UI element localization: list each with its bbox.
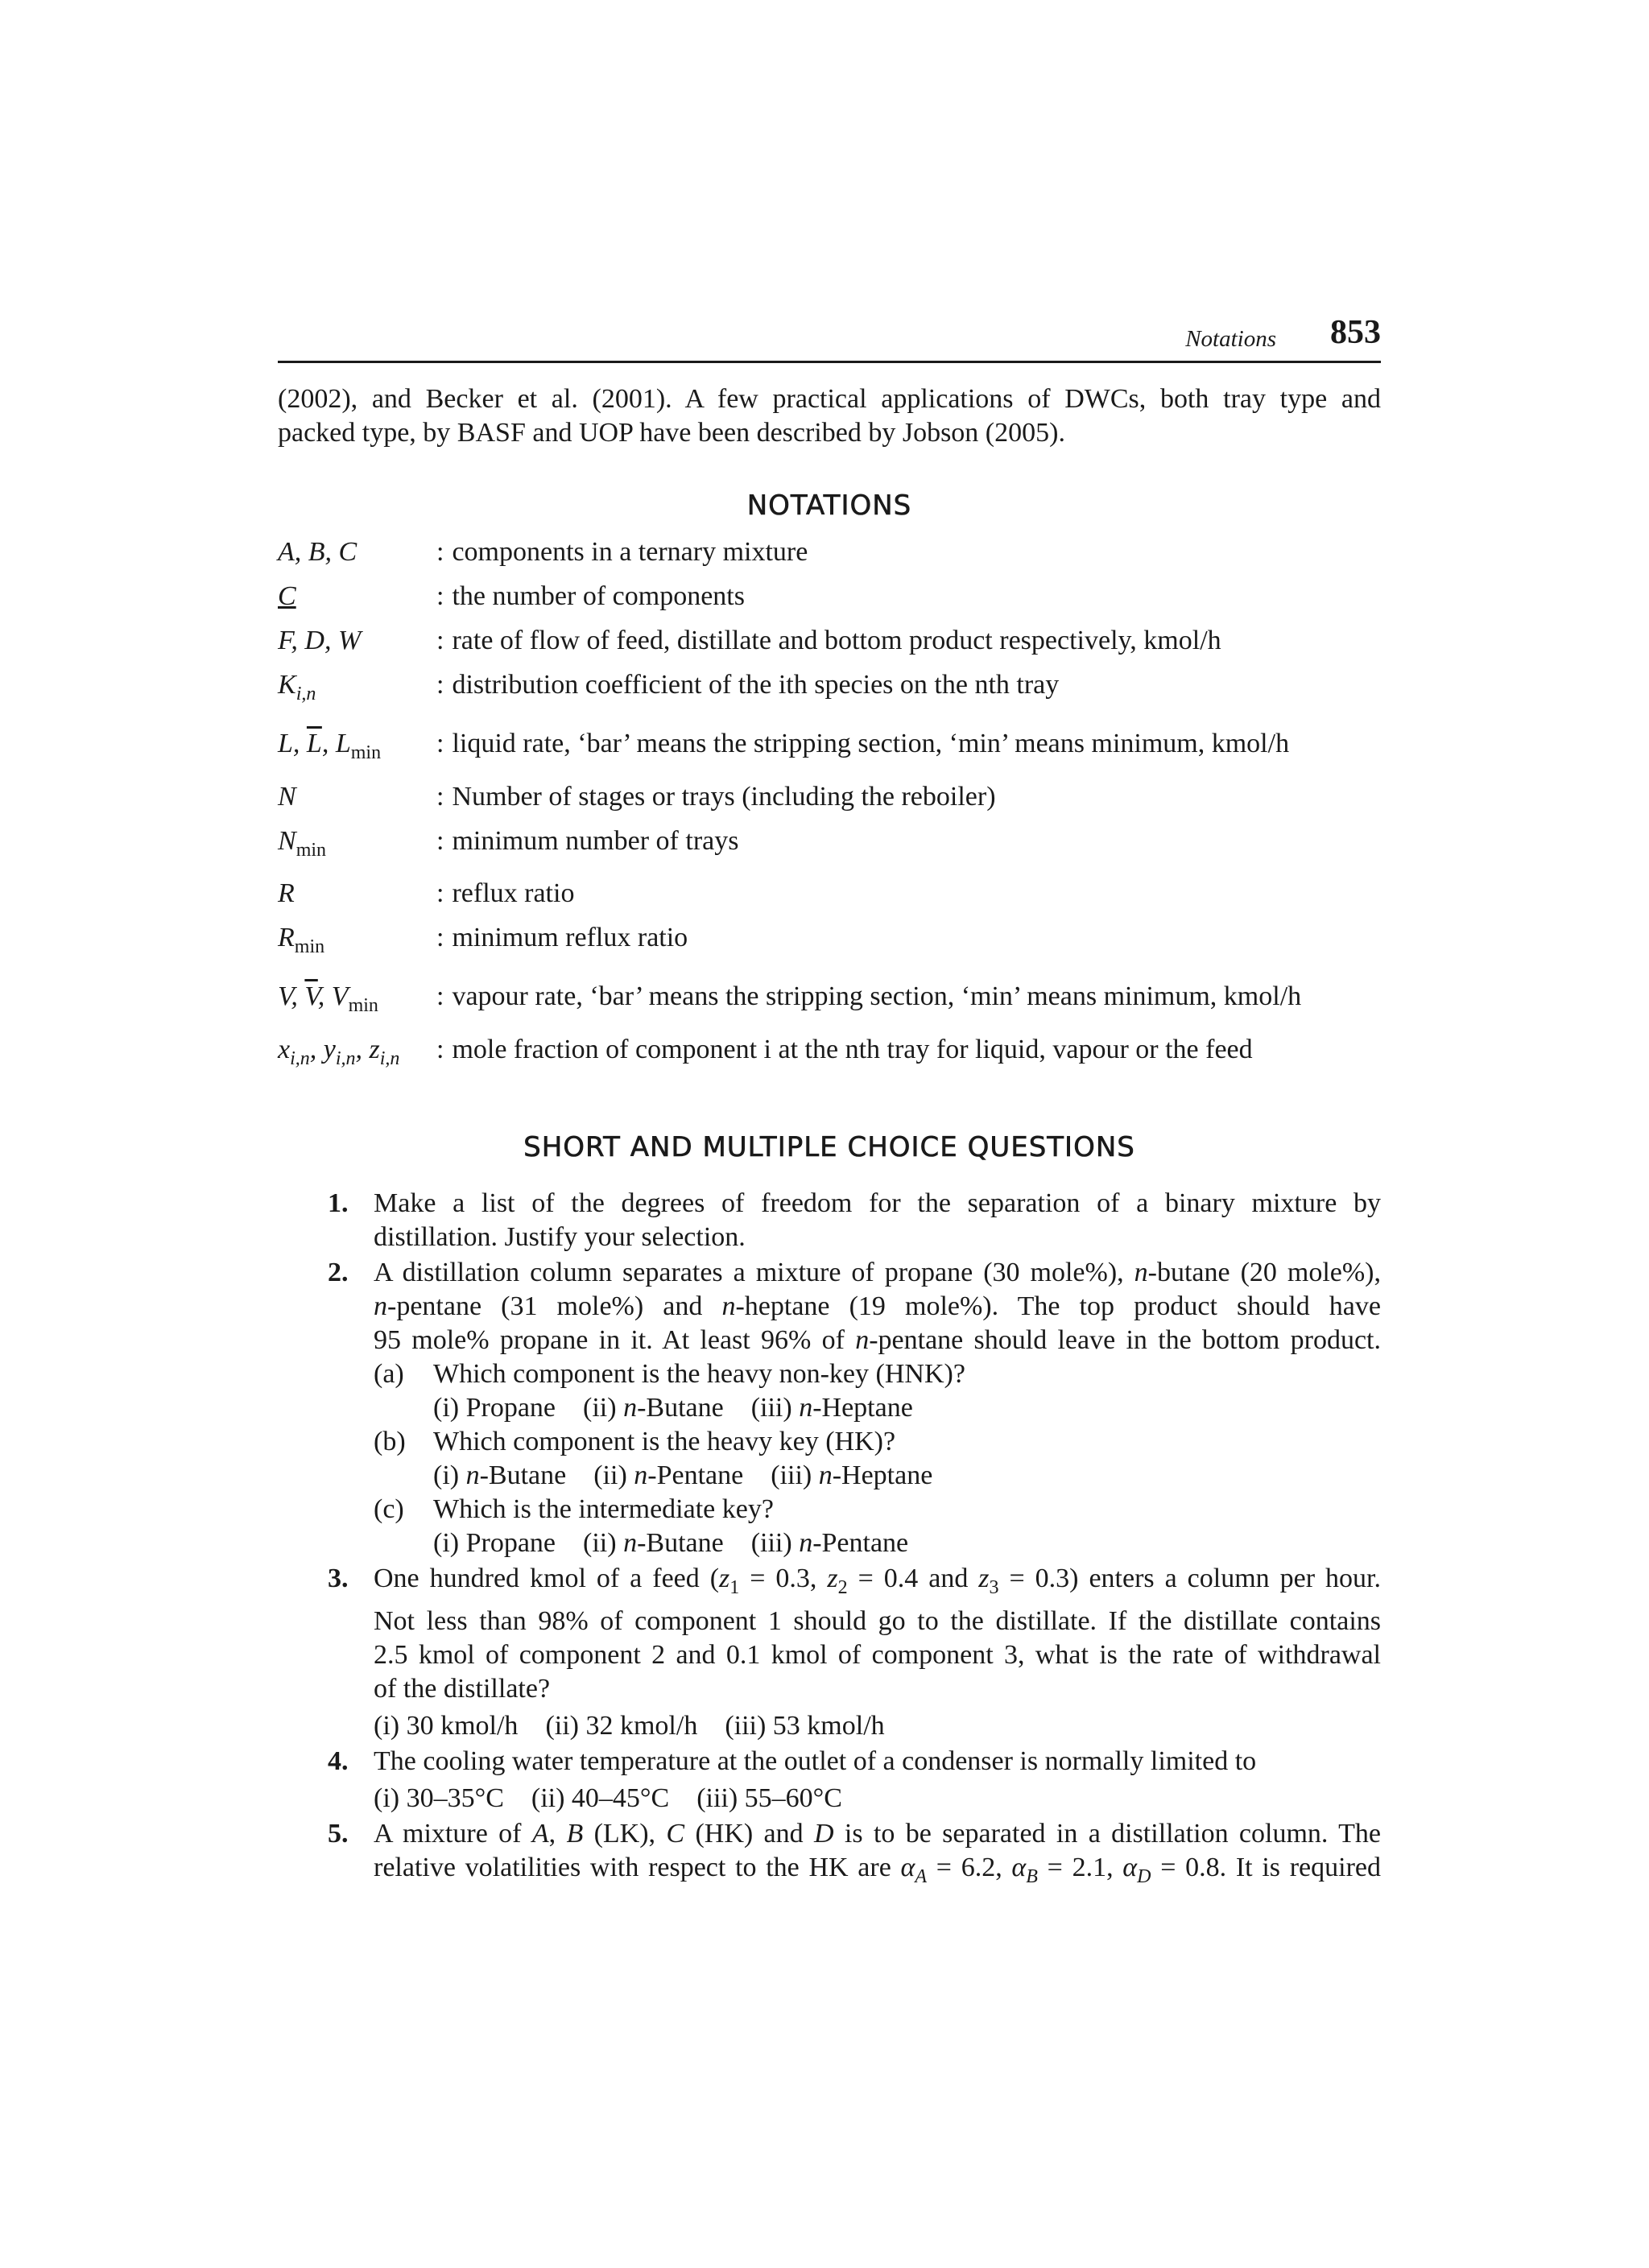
part-label: (b) bbox=[374, 1426, 406, 1456]
answer-options bbox=[374, 1459, 1381, 1493]
question-2-part-a bbox=[374, 1357, 1381, 1391]
question-3-text: One hundred kmol of a feed ($z_1 = 0.3$, $z_2 = 0.4$ and $z_3 = 0.3$) enters a column per hour. Not less than 98% of component 1 should go to the distillate. If the distillate contains 2.5 kmol of component 2 and 0.1 kmol of component 3, what is the rate of withdrawal of the distillate? bbox=[374, 1563, 1381, 1704]
answer-options bbox=[374, 1526, 1381, 1560]
part-label: (c) bbox=[374, 1493, 404, 1524]
notation-row: N : Number of stages or trays (including the reboiler) bbox=[278, 780, 1381, 814]
question-5-text: A mixture of A, B (LK), C (HK) and D is to be separated in a distillation column. The relative volatilities with respect to the HK are $\alpha_A = 6.2$, $\alpha_B = 2.1$, $\alpha_D = 0.8$. It is required bbox=[374, 1818, 1382, 1887]
running-header bbox=[278, 314, 1381, 363]
part-text: Which component is the heavy key (HK)? bbox=[433, 1426, 896, 1456]
notation-symbol: F, D, W bbox=[278, 626, 362, 655]
notation-description: rate of flow of feed, distillate and bottom product respectively, kmol/h bbox=[452, 626, 1221, 655]
option[interactable]: (iii) n-Heptane bbox=[771, 1460, 933, 1490]
option[interactable]: (iii) 55–60°C bbox=[696, 1783, 842, 1813]
option[interactable]: (i) Propane bbox=[433, 1392, 556, 1423]
intro-line-1: (2002), and Becker et al. (2001). A few practical applications of DWCs, both tray type and bbox=[278, 384, 1381, 414]
notation-symbol: V, $\overline{V}$, $V_{min}$ bbox=[278, 981, 378, 1016]
notation-symbol: L, $\overline{L}$, $L_{min}$ bbox=[278, 728, 382, 763]
part-label: (a) bbox=[374, 1358, 404, 1389]
notation-description: liquid rate, ‘bar’ means the stripping section, ‘min’ means minimum, kmol/h bbox=[452, 728, 1290, 758]
notation-description: reflux ratio bbox=[452, 878, 575, 909]
option[interactable]: (i) 30 kmol/h bbox=[374, 1710, 519, 1741]
running-header-section: Notations bbox=[1185, 326, 1276, 352]
notation-symbol: $x_{i,n}$, $y_{i,n}$, $z_{i,n}$ bbox=[278, 1034, 400, 1069]
question-4 bbox=[278, 1745, 1381, 1816]
page-number: 853 bbox=[1330, 314, 1381, 351]
answer-options bbox=[374, 1709, 1381, 1743]
notation-row: A, B, C : components in a ternary mixture bbox=[278, 535, 1381, 569]
notation-row: V, $\overline{V}$, $V_{min}$ : vapour rate, ‘bar’ means the stripping section, ‘min’ means minimum, kmol/h bbox=[278, 980, 1381, 1022]
option[interactable]: (iii) n-Pentane bbox=[750, 1527, 909, 1558]
question-number: 3. bbox=[328, 1563, 349, 1593]
notation-symbol: A, B, C bbox=[278, 537, 357, 567]
notation-description: mole fraction of component i at the nth tray for liquid, vapour or the feed bbox=[452, 1034, 1253, 1064]
notation-symbol: $N_{min}$ bbox=[278, 825, 327, 861]
notation-row: L, $\overline{L}$, $L_{min}$ : liquid rate, ‘bar’ means the stripping section, ‘min’ means minimum, kmol/h bbox=[278, 727, 1381, 770]
notation-description: the number of components bbox=[452, 581, 745, 611]
intro-paragraph bbox=[278, 382, 1381, 450]
notation-row: F, D, W : rate of flow of feed, distillate and bottom product respectively, kmol/h bbox=[278, 624, 1381, 658]
question-number: 1. bbox=[328, 1188, 349, 1218]
notation-description: Number of stages or trays (including the reboiler) bbox=[452, 781, 996, 812]
question-number: 2. bbox=[328, 1257, 349, 1287]
option[interactable]: (ii) n-Pentane bbox=[593, 1460, 744, 1490]
option[interactable]: (ii) n-Butane bbox=[583, 1392, 724, 1423]
answer-options bbox=[374, 1782, 1381, 1816]
option[interactable]: (i) 30–35°C bbox=[374, 1783, 504, 1813]
question-1 bbox=[278, 1187, 1381, 1254]
notation-symbol: $R_{min}$ bbox=[278, 923, 325, 958]
notation-row: $R_{min}$ : minimum reflux ratio bbox=[278, 921, 1381, 964]
notation-symbol: R bbox=[278, 878, 295, 909]
notation-symbol: $K_{i,n}$ bbox=[278, 670, 316, 704]
question-number: 4. bbox=[328, 1745, 349, 1776]
notation-description: vapour rate, ‘bar’ means the stripping section, ‘min’ means minimum, kmol/h bbox=[452, 981, 1302, 1012]
part-text: Which is the intermediate key? bbox=[433, 1493, 774, 1524]
question-4-text: The cooling water temperature at the outlet of a condenser is normally limited to bbox=[374, 1745, 1257, 1776]
question-2 bbox=[278, 1256, 1381, 1560]
part-text: Which component is the heavy non-key (HNK)? bbox=[433, 1358, 965, 1389]
option[interactable]: (i) n-Butane bbox=[433, 1460, 567, 1490]
notation-description: components in a ternary mixture bbox=[452, 537, 808, 567]
notation-row: $N_{min}$ : minimum number of trays bbox=[278, 824, 1381, 867]
notation-symbol: N bbox=[278, 781, 296, 812]
answer-options bbox=[374, 1391, 1381, 1425]
intro-line-2: packed type, by BASF and UOP have been described by Jobson (2005). bbox=[278, 418, 1065, 448]
question-2-part-c bbox=[374, 1493, 1381, 1526]
notation-row: R : reflux ratio bbox=[278, 877, 1381, 911]
question-number: 5. bbox=[328, 1818, 349, 1849]
notations-heading: NOTATIONS bbox=[746, 490, 912, 522]
notation-description: distribution coefficient of the ith species on the nth tray bbox=[452, 670, 1060, 700]
question-2-text: A distillation column separates a mixture of propane (30 mole%), n-butane (20 mole%), n-pentane (31 mole%) and n-heptane (19 mole%). The top product should have 95 mole% propane in it. At least 96% of n-pentane should leave in the bottom product. bbox=[374, 1257, 1382, 1355]
notation-row: C : the number of components bbox=[278, 580, 1381, 613]
notation-description: minimum number of trays bbox=[452, 825, 739, 856]
option[interactable]: (ii) 32 kmol/h bbox=[545, 1710, 698, 1741]
option[interactable]: (iii) n-Heptane bbox=[750, 1392, 913, 1423]
question-5 bbox=[278, 1817, 1381, 1894]
notations-list bbox=[278, 535, 1381, 1076]
question-1-line-1: Make a list of the degrees of freedom for the separation of a binary mixture by bbox=[374, 1188, 1381, 1218]
question-2-part-b bbox=[374, 1425, 1381, 1459]
option[interactable]: (ii) n-Butane bbox=[583, 1527, 724, 1558]
notation-description: minimum reflux ratio bbox=[452, 923, 688, 953]
notation-symbol: C bbox=[278, 581, 296, 611]
question-3 bbox=[278, 1562, 1381, 1743]
notation-row: $K_{i,n}$ : distribution coefficient of the ith species on the nth tray bbox=[278, 668, 1381, 711]
option[interactable]: (iii) 53 kmol/h bbox=[725, 1710, 885, 1741]
option[interactable]: (ii) 40–45°C bbox=[531, 1783, 670, 1813]
question-1-line-2: distillation. Justify your selection. bbox=[374, 1221, 746, 1252]
notation-row: $x_{i,n}$, $y_{i,n}$, $z_{i,n}$ : mole fraction of component i at the nth tray for liquid, vapour or the feed bbox=[278, 1033, 1381, 1076]
book-page bbox=[278, 314, 1381, 1894]
questions-heading: SHORT AND MULTIPLE CHOICE QUESTIONS bbox=[523, 1130, 1135, 1163]
option[interactable]: (i) Propane bbox=[433, 1527, 556, 1558]
